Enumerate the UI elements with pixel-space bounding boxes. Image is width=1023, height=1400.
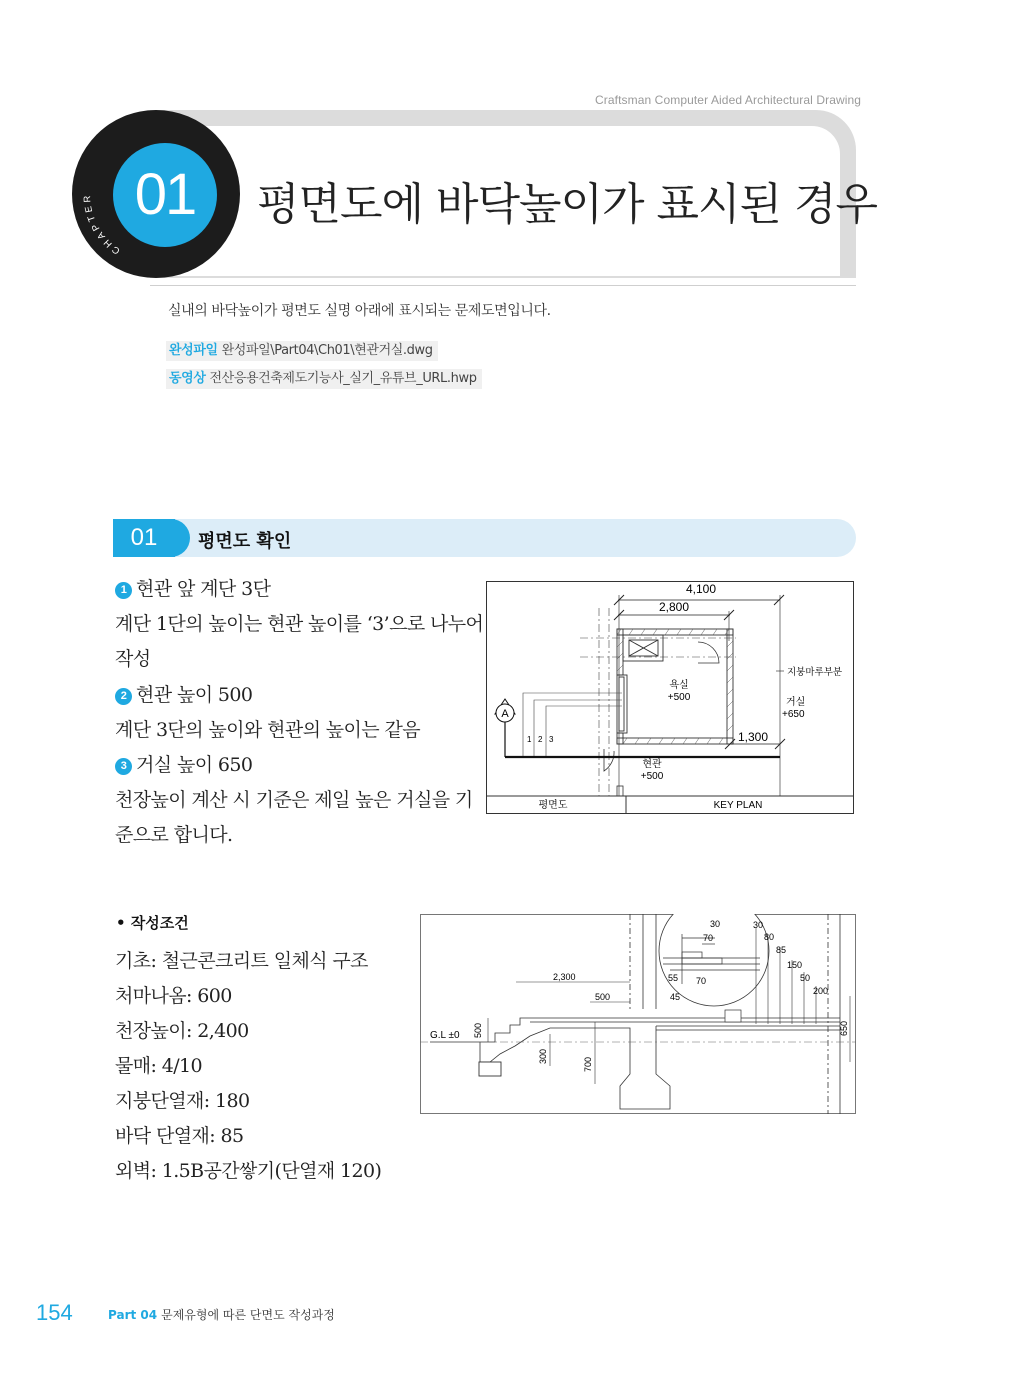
- chapter-number: 01: [134, 162, 196, 227]
- chapter-word: CHAPTER: [81, 192, 123, 257]
- floor-plan-figure: [486, 581, 854, 814]
- dim-detail-30: 30: [710, 919, 721, 929]
- room-living-level: +650: [782, 709, 805, 720]
- condition-item: 지붕단열재: 180: [115, 1090, 250, 1112]
- step-title-text: 현관 앞 계단 3단: [136, 578, 271, 600]
- footer-title: [108, 1306, 335, 1323]
- room-entry-name: 현관: [642, 759, 662, 770]
- footer-part: Part 04: [108, 1308, 158, 1322]
- step-3-line-2: 준으로 합니다.: [115, 824, 233, 846]
- running-head: Craftsman Computer Aided Architectural Drawing: [595, 93, 862, 107]
- file-label: 동영상: [169, 371, 206, 386]
- step-2-line-1: 계단 3단의 높이와 현관의 높이는 같음: [115, 719, 420, 741]
- file-line-complete: [166, 341, 438, 361]
- gl-label: G.L ±0: [430, 1030, 460, 1041]
- step-badge: 2: [115, 688, 132, 705]
- step-1-title: [115, 574, 270, 601]
- file-label: 완성파일: [169, 343, 218, 358]
- condition-item: 처마나옴: 600: [115, 985, 232, 1007]
- section-number: 01: [113, 519, 175, 557]
- dim-detail-70: 70: [703, 933, 714, 943]
- condition-item: 기초: 철근콘크리트 일체식 구조: [115, 950, 368, 972]
- dim-right-200: 200: [813, 986, 829, 996]
- dim-right-30: 30: [753, 920, 764, 930]
- dim-2300: 2,300: [553, 972, 576, 982]
- step-badge: 1: [115, 582, 132, 599]
- chapter-number-badge: [113, 143, 217, 247]
- dim-650: 650: [839, 1020, 849, 1036]
- dim-500-left: 500: [473, 1022, 483, 1038]
- dim-700: 700: [583, 1056, 593, 1072]
- file-path: 전산응용건축제도기능사_실기_유튜브_URL.hwp: [209, 371, 477, 386]
- dim-4100: 4,100: [685, 582, 717, 596]
- section-title: 평면도 확인: [198, 531, 292, 552]
- condition-item: 바닥 단열재: 85: [115, 1125, 244, 1147]
- dim-detail-45: 45: [670, 992, 681, 1002]
- file-line-video: [166, 369, 482, 389]
- section-mark: A: [501, 708, 509, 720]
- file-path: 완성파일\Part04\Ch01\현관거실.dwg: [221, 343, 433, 358]
- step-title-text: 거실 높이 650: [136, 754, 253, 776]
- step-no-3: 3: [549, 735, 554, 744]
- dim-right-80: 80: [764, 932, 775, 942]
- dim-detail-70b: 70: [696, 976, 707, 986]
- roof-ridge-label: 지붕마루부분: [787, 667, 843, 678]
- footer-text: 문제유형에 따른 단면도 작성과정: [161, 1308, 335, 1322]
- dim-right-50: 50: [800, 973, 811, 983]
- room-bath-name: 욕실: [669, 680, 689, 691]
- caption-plan: 평면도: [538, 800, 568, 811]
- condition-item: 물매: 4/10: [115, 1055, 203, 1077]
- step-no-2: 2: [538, 735, 543, 744]
- dim-1300: 1,300: [737, 730, 769, 744]
- title-divider: [150, 285, 856, 286]
- dim-2800: 2,800: [658, 600, 690, 614]
- room-bath-level: +500: [667, 692, 691, 703]
- chapter-title: 평면도에 바닥높이가 표시된 경우: [257, 179, 878, 230]
- room-entry-level: +500: [640, 771, 664, 782]
- step-title-text: 현관 높이 500: [136, 684, 253, 706]
- step-3-title: [115, 750, 252, 777]
- step-2-title: [115, 680, 252, 707]
- dim-right-85: 85: [776, 945, 787, 955]
- dim-right-150: 150: [787, 960, 803, 970]
- step-3-line-1: 천장높이 계산 시 기준은 제일 높은 거실을 기: [115, 789, 473, 811]
- room-living-name: 거실: [786, 697, 806, 708]
- caption-key-plan: KEY PLAN: [713, 800, 763, 811]
- page-number: 154: [36, 1300, 73, 1325]
- condition-item: 외벽: 1.5B공간쌓기(단열재 120): [115, 1160, 382, 1182]
- step-no-1: 1: [527, 735, 532, 744]
- step-1-line-1: 계단 1단의 높이는 현관 높이를 ‘3’으로 나누어: [115, 613, 484, 635]
- intro-text: 실내의 바닥높이가 평면도 실명 아래에 표시되는 문제도면입니다.: [168, 303, 551, 319]
- section-detail-figure: [420, 914, 856, 1114]
- dim-300: 300: [538, 1048, 548, 1064]
- conditions-heading: • 작성조건: [116, 914, 189, 932]
- dim-500-top: 500: [595, 992, 611, 1002]
- condition-item: 천장높이: 2,400: [115, 1020, 249, 1042]
- dim-detail-55: 55: [668, 973, 679, 983]
- step-1-line-2: 작성: [115, 648, 151, 670]
- step-badge: 3: [115, 758, 132, 775]
